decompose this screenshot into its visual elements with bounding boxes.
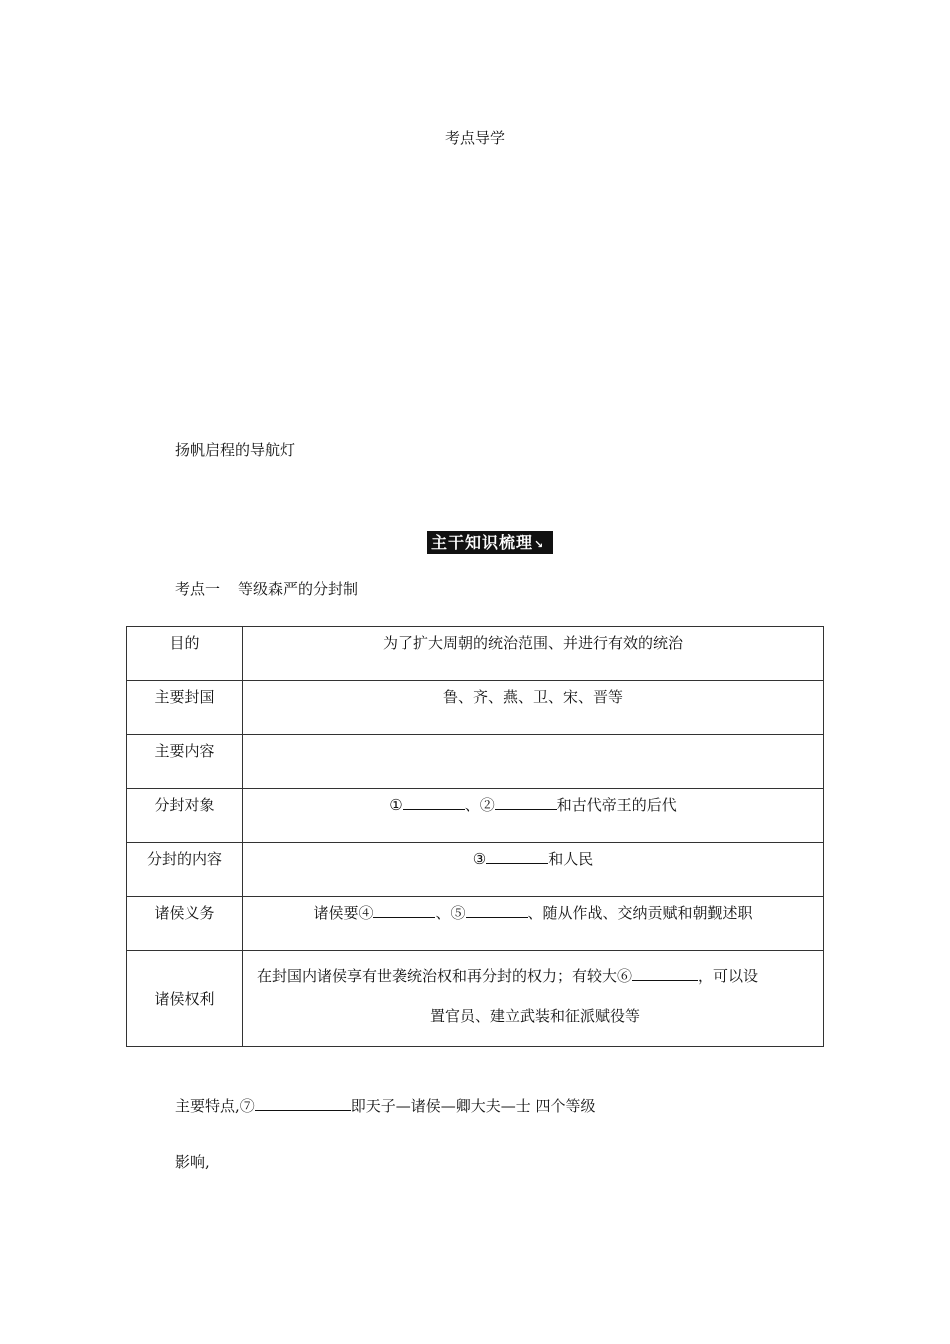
guide-heading: 扬帆启程的导航灯 xyxy=(175,441,296,459)
text-segment: 在封国内诸侯享有世袭统治权和再分封的权力；有较大⑥ xyxy=(257,967,633,985)
section-banner-label: 主干知识梳理 xyxy=(431,533,534,552)
row-label: 主要封国 xyxy=(127,681,243,735)
text-segment: 置官员、建立武装和征派赋役等 xyxy=(429,1007,640,1025)
features-prefix: 主要特点,⑦ xyxy=(175,1097,255,1115)
row-label: 分封对象 xyxy=(127,789,243,843)
text-segment: 、② xyxy=(464,796,495,814)
fill-blank-6 xyxy=(632,965,698,981)
row-value: 为了扩大周朝的统治范围、并进行有效的统治 xyxy=(243,627,824,681)
table-row xyxy=(127,789,824,843)
section-banner xyxy=(427,531,553,554)
arrow-down-right-icon: ↘ xyxy=(534,538,545,551)
topic-heading xyxy=(175,578,358,599)
row-label: 目的 xyxy=(127,627,243,681)
fill-blank-5 xyxy=(466,902,528,918)
text-segment: ③ xyxy=(472,850,487,868)
row-label: 主要内容 xyxy=(127,735,243,789)
row-value: 鲁、齐、燕、卫、宋、晋等 xyxy=(243,681,824,735)
table-row xyxy=(127,951,824,1047)
influence-line: 影响, xyxy=(175,1153,210,1171)
row-value xyxy=(243,843,824,897)
fill-blank-2 xyxy=(495,794,557,810)
table-row xyxy=(127,681,824,735)
fill-blank-3 xyxy=(486,848,548,864)
text-segment: ① xyxy=(389,796,403,814)
row-label: 诸侯权利 xyxy=(127,951,243,1047)
row-label: 分封的内容 xyxy=(127,843,243,897)
row-value xyxy=(243,789,824,843)
fill-blank-1 xyxy=(403,794,465,810)
table-row xyxy=(127,735,824,789)
text-segment: ，可以设 xyxy=(698,967,759,985)
table-row xyxy=(127,897,824,951)
text-segment: 、⑤ xyxy=(435,904,466,922)
document-title: 考点导学 xyxy=(444,129,505,147)
text-segment: 和人民 xyxy=(548,850,594,868)
row-label: 诸侯义务 xyxy=(127,897,243,951)
row-value xyxy=(243,735,824,789)
table-row xyxy=(127,627,824,681)
features-suffix: 即天子—诸侯—卿大夫—士 四个等级 xyxy=(350,1097,596,1115)
topic-number: 考点一 xyxy=(175,580,221,598)
topic-name: 等级森严的分封制 xyxy=(238,580,359,598)
text-segment: 和古代帝王的后代 xyxy=(556,796,677,814)
row-value xyxy=(243,897,824,951)
fill-blank-4 xyxy=(373,902,435,918)
text-segment: 诸侯要④ xyxy=(313,904,374,922)
text-segment: 、随从作战、交纳贡赋和朝觐述职 xyxy=(527,904,753,922)
table-row xyxy=(127,843,824,897)
main-features-line xyxy=(175,1095,596,1116)
fill-blank-7 xyxy=(255,1095,351,1111)
row-value xyxy=(243,951,824,1047)
feudal-system-table xyxy=(126,626,824,1047)
